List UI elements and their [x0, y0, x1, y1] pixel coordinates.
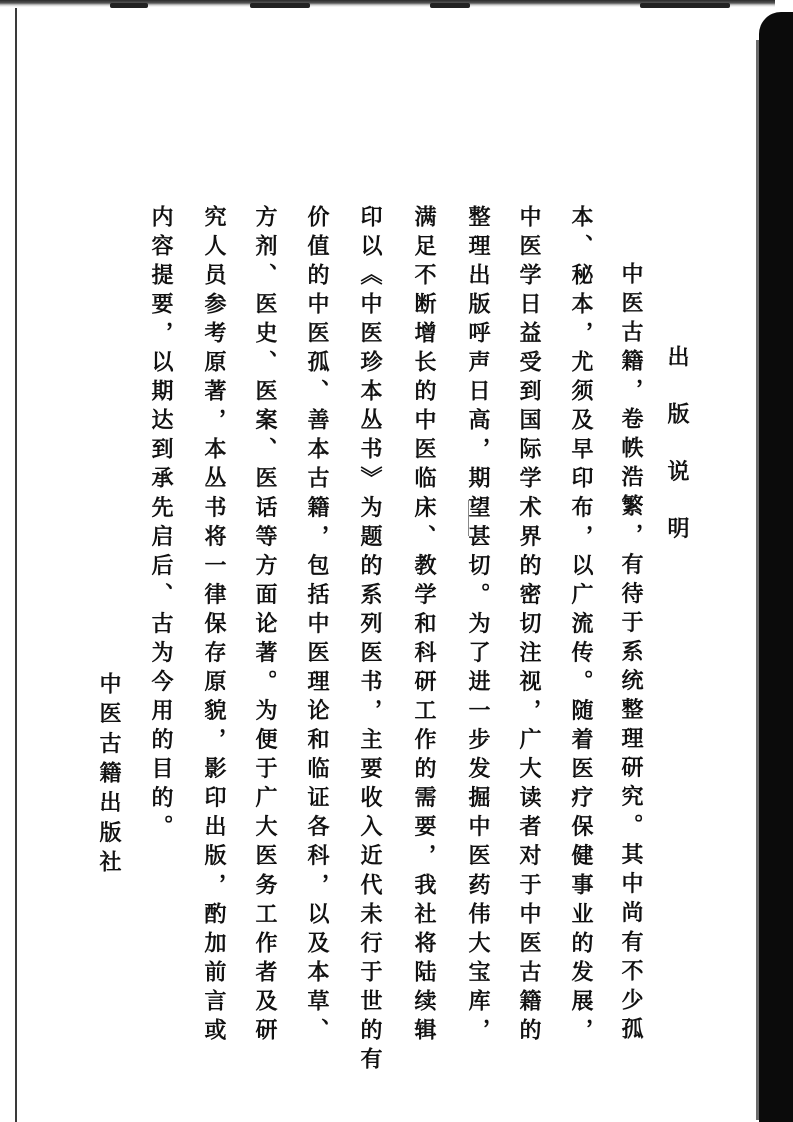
body-column-3: 中医学日益受到国际学术界的密切注视，广大读者对于中医古籍的	[516, 205, 542, 1048]
scan-left-edge	[15, 8, 17, 1122]
body-column-8: 方剂、医史、医案、医话等方面论著。为便于广大医务工作者及研	[252, 205, 278, 1048]
document-title: 出版说明	[664, 345, 690, 574]
body-column-2: 本、秘本，尤须及早印布，以广流传。随着医疗保健事业的发展，	[568, 205, 594, 1048]
body-column-9: 究人员参考原著，本丛书将一律保存原貌，影印出版，酌加前言或	[201, 205, 227, 1048]
scan-speck	[640, 3, 730, 8]
body-column-5: 满足不断增长的中医临床、教学和科研工作的需要，我社将陆续辑	[411, 205, 437, 1048]
scan-speck	[110, 3, 148, 8]
body-column-10: 内容提要，以期达到承先启后、古为今用的目的。	[148, 205, 174, 844]
scan-speck	[250, 3, 310, 8]
body-column-4: 整理出版呼声日高，期望甚切。为了进一步发掘中医药伟大宝库，	[465, 205, 491, 1048]
body-column-1: 中医古籍，卷帙浩繁，有待于系统整理研究。其中尚有不少孤	[618, 262, 644, 1047]
body-column-7: 价值的中医孤、善本古籍，包括中医理论和临证各科，以及本草、	[304, 205, 330, 1048]
scan-speck	[430, 3, 470, 8]
scan-right-edge	[759, 12, 793, 1122]
publisher-name: 中医古籍出版社	[96, 672, 122, 880]
body-column-6: 印以《中医珍本丛书》为题的系列医书，主要收入近代未行于世的有	[357, 205, 383, 1077]
